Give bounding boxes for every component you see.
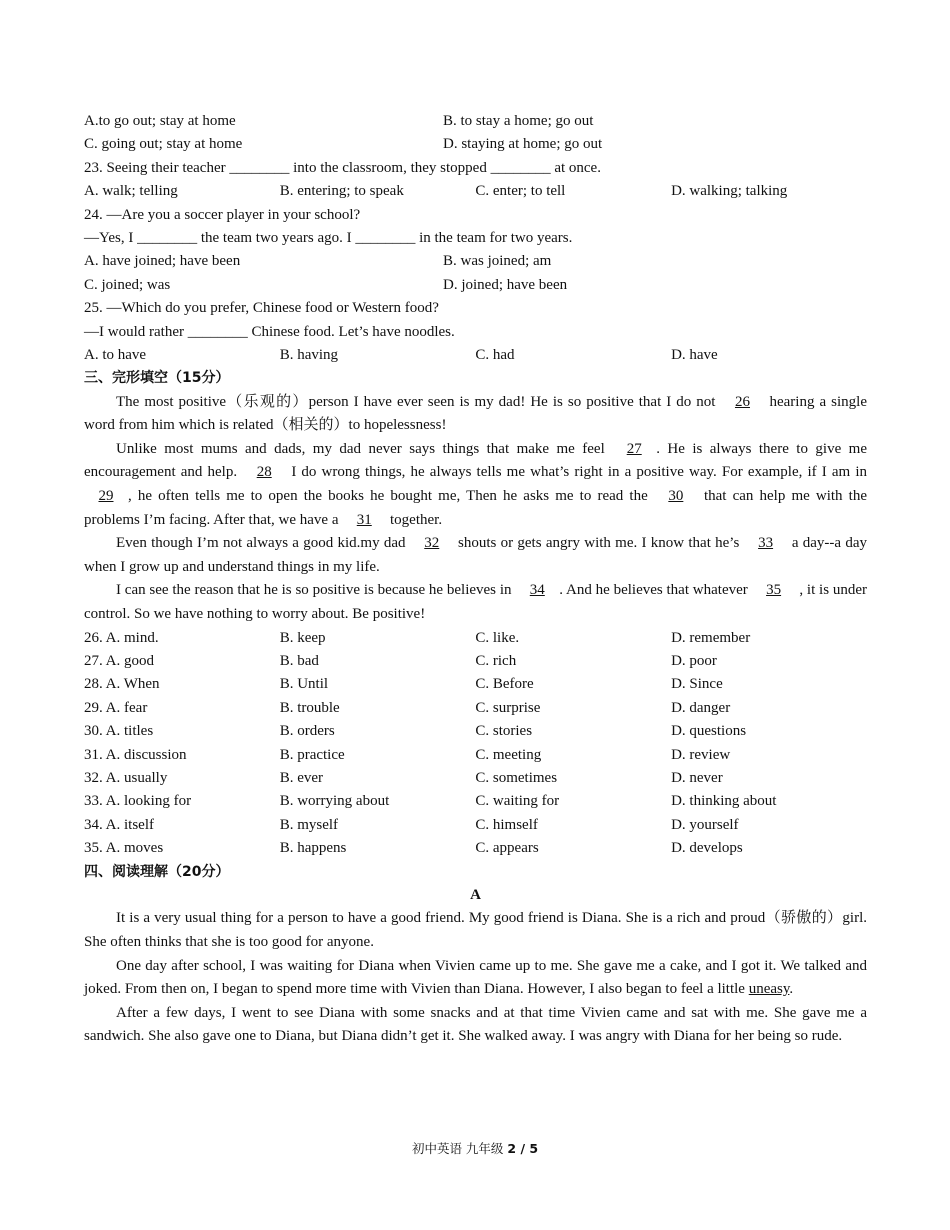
blank-29: 29	[98, 488, 114, 505]
q25-options	[84, 344, 867, 367]
cloze-option-row: 29. A. fear B. trouble C. surprise D. danger	[84, 699, 731, 716]
exam-page	[84, 110, 867, 1049]
q24-option-b: B. was joined; am	[443, 253, 552, 270]
q23-option-b: B. entering; to speak	[279, 183, 404, 200]
passage-a-paragraph-1: It is a very usual thing for a person to have a good friend. My good friend is Diana. She is a rich and proud（骄傲的）girl. She often thinks that she is too good for anyone.	[84, 910, 867, 950]
q22-options-row-2	[84, 133, 867, 156]
underlined-word-uneasy: uneasy	[748, 981, 790, 998]
q25-stem-1: 25. —Which do you prefer, Chinese food or Western food?	[84, 300, 439, 317]
q24-stem-1: 24. —Are you a soccer player in your school?	[84, 206, 361, 223]
cloze-paragraph-1: The most positive（乐观的）person I have ever seen is my dad! He is so positive that I do not 26 hearing a single word from him which is related（相关的）to hopelessness!	[84, 391, 867, 438]
blank-27: 27	[626, 440, 642, 457]
cloze-option-row: 28. A. When B. Until C. Before D. Since	[84, 676, 723, 693]
q23-options	[84, 180, 867, 203]
q25-option-d: D. have	[671, 346, 718, 363]
cloze-option-row: 31. A. discussion B. practice C. meeting D. review	[84, 746, 731, 763]
q24-option-a: A. have joined; have been	[84, 253, 241, 270]
q22-option-b: B. to stay a home; go out	[443, 113, 594, 129]
q23-option-c: C. enter; to tell	[475, 183, 566, 200]
q22-options-row-1	[84, 110, 867, 133]
cloze-option-row: 32. A. usually B. ever C. sometimes D. never	[84, 769, 723, 786]
blank-34: 34	[529, 582, 545, 599]
section-3-heading: 三、完形填空（15分）	[84, 370, 230, 387]
cloze-option-row: 35. A. moves B. happens C. appears D. develops	[84, 840, 743, 857]
q25-option-b: B. having	[279, 346, 339, 363]
blank-32: 32	[424, 535, 440, 552]
cloze-option-row: 33. A. looking for B. worrying about C. waiting for D. thinking about	[84, 793, 777, 810]
blank-30: 30	[668, 488, 684, 505]
cloze-paragraph-3: Even though I’m not always a good kid.my dad 32 shouts or gets angry with me. I know that he’s 33 a day--a day when I grow up and understand things in my life.	[84, 532, 867, 579]
q25-option-c: C. had	[475, 346, 515, 363]
blank-31: 31	[356, 511, 372, 528]
q25-stem-2: —I would rather ________ Chinese food. Let’s have noodles.	[84, 323, 455, 340]
cloze-option-row: 27. A. good B. bad C. rich D. poor	[84, 653, 717, 670]
cloze-option-row: 26. A. mind. B. keep C. like. D. remember	[84, 629, 751, 646]
cloze-option-row: 34. A. itself B. myself C. himself D. yourself	[84, 816, 739, 833]
q22-option-d: D. staying at home; go out	[443, 136, 603, 153]
blank-26: 26	[734, 393, 750, 410]
q24-option-d: D. joined; have been	[443, 276, 568, 293]
q24-stem-2: —Yes, I ________ the team two years ago. I ________ in the team for two years.	[84, 229, 573, 246]
q24-options-row-1	[84, 250, 867, 273]
q25-option-a: A. to have	[84, 346, 147, 363]
passage-a-paragraph-3: After a few days, I went to see Diana with some snacks and at that time Vivien came and sat with me. She gave me a sandwich. She also gave one to Diana, but Diana didn’t get it. She walked away. I was angry with Diana for her being so rude.	[84, 1004, 867, 1045]
passage-a-paragraph-2: One day after school, I was waiting for Diana when Vivien came up to me. She gave me a cake, and I got it. We talked and joked. From then on, I began to spend more time with Vivien than Diana. However, I also began to feel a little uneasy.	[84, 957, 867, 998]
q23-stem: 23. Seeing their teacher ________ into the classroom, they stopped ________ at once.	[84, 159, 601, 176]
blank-28: 28	[256, 464, 272, 481]
footer-text: 初中英语 九年级	[411, 1141, 508, 1156]
q23-option-a: A. walk; telling	[84, 183, 178, 200]
cloze-paragraph-2: Unlike most mums and dads, my dad never says things that make me feel 27 . He is always there to give me encouragement and help. 28 I do wrong things, he always tells me what’s right in a positive way. For example, if I am in 29 , he often tells me to open the books he bought me, Then he asks me to read the 30 that can help me with the problems I’m facing. After that, we have a 31 together.	[84, 438, 867, 532]
page-footer	[0, 1139, 950, 1157]
blank-35: 35	[766, 582, 782, 599]
passage-a-label: A	[470, 886, 481, 903]
q23-option-d: D. walking; talking	[671, 183, 788, 200]
cloze-paragraph-4: I can see the reason that he is so positive is because he believes in 34 . And he believes that whatever 35 , it is under control. So we have nothing to worry about. Be positive!	[84, 579, 867, 626]
q24-options-row-2	[84, 274, 867, 297]
section-4-heading: 四、阅读理解（20分）	[84, 863, 230, 880]
q22-option-a: A.to go out; stay at home	[84, 113, 236, 129]
q22-option-c: C. going out; stay at home	[84, 136, 243, 153]
page-number: 2 / 5	[507, 1141, 539, 1156]
blank-33: 33	[758, 535, 774, 552]
q24-option-c: C. joined; was	[84, 276, 171, 293]
cloze-option-row: 30. A. titles B. orders C. stories D. questions	[84, 723, 747, 740]
